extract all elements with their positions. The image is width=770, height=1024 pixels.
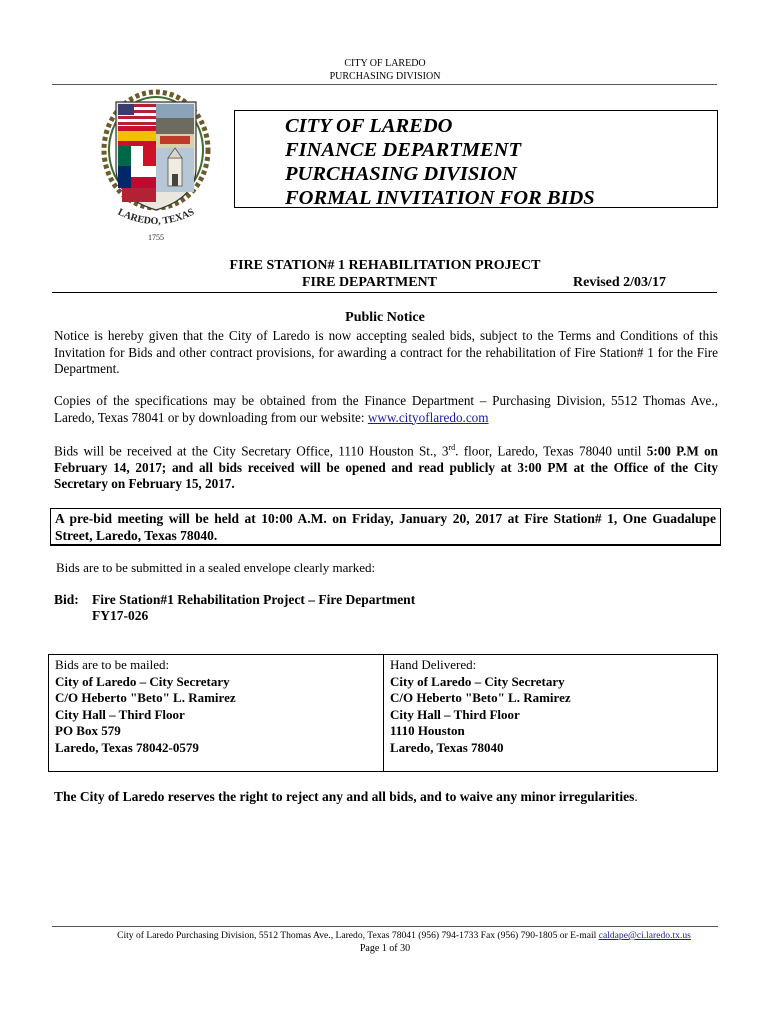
bids-received-text: Bids will be received at the City Secretary Office, 1110 Houston St., 3 xyxy=(54,443,449,459)
mailed-line: City Hall – Third Floor xyxy=(55,706,185,722)
mailed-line: City of Laredo – City Secretary xyxy=(55,673,230,689)
bids-deadline-text: 5:00 P.M on February 14, 2017; and all bids received will be opened and read publicly at 3:00 PM at the Office of the City Secretary on February 15, 2017. xyxy=(54,443,718,492)
prebid-meeting-box: A pre-bid meeting will be held at 10:00 A.M. on Friday, January 20, 2017 at Fire Station# 1, One Guadalupe Street, Laredo, Texas 78040. xyxy=(50,508,721,546)
public-notice-title: Public Notice xyxy=(345,310,425,325)
notice-paragraph-2 xyxy=(54,393,718,426)
title-box xyxy=(234,110,718,208)
project-name: FIRE STATION# 1 REHABILITATION PROJECT xyxy=(229,258,541,273)
website-link[interactable]: www.cityoflaredo.com xyxy=(367,409,489,425)
sealed-envelope-text: Bids are to be submitted in a sealed envelope clearly marked: xyxy=(56,560,376,575)
mailed-line: C/O Heberto "Beto" L. Ramirez xyxy=(55,690,236,705)
notice-paragraph-3 xyxy=(54,440,718,493)
page-number: Page 1 of 30 xyxy=(359,943,411,954)
ordinal-superscript: rd xyxy=(448,443,456,452)
header-division: PURCHASING DIVISION xyxy=(329,71,441,82)
hand-heading: Hand Delivered: xyxy=(390,657,477,672)
footer-divider xyxy=(52,926,718,927)
seal-year: 1755 xyxy=(148,233,164,242)
bids-received-text-2: . floor, Laredo, Texas 78040 until xyxy=(455,443,647,459)
address-column-divider xyxy=(383,655,384,771)
hand-delivered-address xyxy=(390,657,571,756)
hand-line: City of Laredo – City Secretary xyxy=(390,673,565,689)
mailed-line: Laredo, Texas 78042-0579 xyxy=(55,739,199,755)
hand-line: Laredo, Texas 78040 xyxy=(390,739,504,755)
bid-fiscal-year: FY17-026 xyxy=(92,608,149,623)
hand-line: 1110 Houston xyxy=(390,723,465,738)
bid-title: Fire Station#1 Rehabilitation Project – Fire Department xyxy=(92,592,416,607)
hand-line: City Hall – Third Floor xyxy=(390,706,520,722)
city-seal-logo xyxy=(100,88,212,242)
bid-label: Bid: xyxy=(54,592,79,607)
footer-contact-text: City of Laredo Purchasing Division, 5512 Thomas Ave., Laredo, Texas 78041 (956) 794-1733 Fax (956) 790-1805 or E-mail xyxy=(117,930,599,941)
project-department: FIRE DEPARTMENT xyxy=(302,275,437,290)
reservation-period: . xyxy=(634,789,638,804)
title-line-purchasing: PURCHASING DIVISION xyxy=(285,163,517,185)
title-line-city: CITY OF LAREDO xyxy=(285,115,453,137)
mailed-line: PO Box 579 xyxy=(55,723,121,738)
header-city: CITY OF LAREDO xyxy=(344,58,426,69)
hand-line: C/O Heberto "Beto" L. Ramirez xyxy=(390,690,571,705)
specifications-text: Copies of the specifications may be obtained from the Finance Department – Purchasing Division, 5512 Thomas Ave., Laredo, Texas 78041 or by downloading from our website: xyxy=(54,393,718,425)
footer-email-link[interactable]: caldape@ci.laredo.tx.us xyxy=(598,930,691,941)
title-line-finance: FINANCE DEPARTMENT xyxy=(285,139,521,161)
mailed-address xyxy=(55,657,236,756)
revised-date: Revised 2/03/17 xyxy=(573,275,666,290)
project-divider xyxy=(52,292,717,293)
mailed-heading: Bids are to be mailed: xyxy=(55,657,170,672)
bid-line xyxy=(54,592,415,609)
delivery-address-table xyxy=(48,654,718,772)
notice-paragraph-1: Notice is hereby given that the City of Laredo is now accepting sealed bids, subject to the Terms and Conditions of this Invitation for Bids and other contract provisions, for awarding a contract for the rehabilitation of Fire Station# 1 for the Fire Department. xyxy=(54,328,718,376)
reservation-statement xyxy=(54,788,638,805)
reservation-text: The City of Laredo reserves the right to reject any and all bids, and to waive any minor irregularities xyxy=(54,789,635,804)
header-divider xyxy=(52,84,717,85)
footer-contact xyxy=(0,930,770,942)
seal-arc-text: LAREDO, TEXAS xyxy=(115,206,197,228)
title-line-invitation: FORMAL INVITATION FOR BIDS xyxy=(285,187,595,209)
